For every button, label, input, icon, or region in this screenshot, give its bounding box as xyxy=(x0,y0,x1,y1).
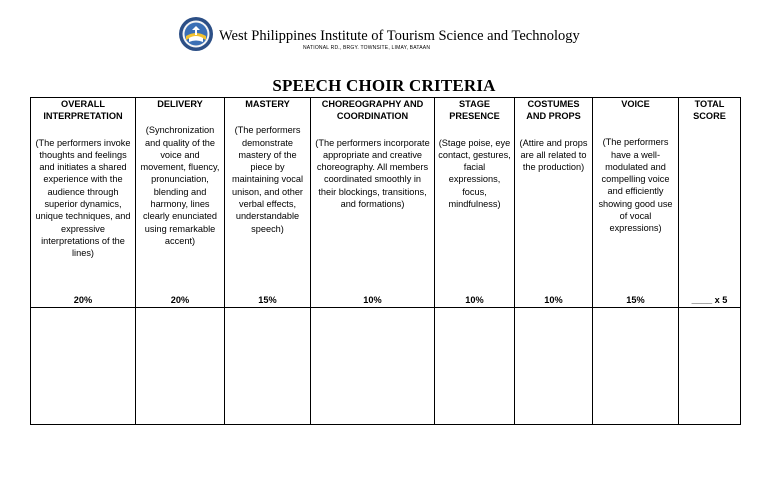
institution-address: NATIONAL RD., BRGY. TOWNSITE, LIMAY, BATAAN xyxy=(303,45,431,51)
criteria-row xyxy=(31,98,741,308)
criterion-description: (The performers invoke thoughts and feelings and initiates a shared experience with the audience through superior dynamics, unique techniques, and expressive interpretations of the lines) xyxy=(35,137,131,259)
score-cell[interactable] xyxy=(679,308,741,425)
criterion-description: (Attire and props are all related to the production) xyxy=(519,137,588,173)
criterion-weight: 15% xyxy=(626,294,645,305)
criterion-description: (The performers demonstrate mastery of the piece by maintaining vocal unison, and other verbal effects, understandable speech) xyxy=(231,125,303,234)
criterion-name: OVERALL INTERPRETATION xyxy=(43,99,123,122)
score-cell[interactable] xyxy=(435,308,515,425)
score-cell[interactable] xyxy=(31,308,136,425)
score-cell[interactable] xyxy=(225,308,311,425)
criterion-cell xyxy=(31,98,136,308)
criterion-description: (Stage poise, eye contact, gestures, facial expressions, focus, mindfulness) xyxy=(438,137,511,210)
criterion-cell xyxy=(311,98,435,308)
page-title: SPEECH CHOIR CRITERIA xyxy=(272,76,496,95)
criterion-description: (Synchronization and quality of the voice and movement, fluency, pronunciation, blending and harmony, lines clearly enunciated using remarkable accent) xyxy=(140,125,220,246)
score-cell[interactable] xyxy=(515,308,593,425)
criterion-name: TOTAL SCORE xyxy=(693,99,726,122)
score-cell[interactable] xyxy=(593,308,679,425)
institution-name: West Philippines Institute of Tourism Science and Technology xyxy=(219,28,580,44)
criterion-weight: 20% xyxy=(170,294,190,305)
criterion-cell xyxy=(515,98,593,308)
criterion-description: (The performers incorporate appropriate and creative choreography. All members coordinated smoothly in their blockings, transitions, and formations) xyxy=(315,137,430,210)
criteria-table xyxy=(30,97,741,425)
score-entry-row xyxy=(31,308,741,425)
criterion-weight: 10% xyxy=(363,294,382,305)
institution-header xyxy=(178,16,578,56)
score-cell[interactable] xyxy=(136,308,225,425)
criterion-cell xyxy=(679,98,741,308)
criterion-cell xyxy=(136,98,225,308)
criterion-description: (The performers have a well-modulated and compelling voice and efficiently showing good use of vocal expressions) xyxy=(598,137,673,234)
criterion-weight: 10% xyxy=(544,294,563,305)
criterion-weight: 20% xyxy=(73,294,93,305)
total-score-multiplier: ____ x 5 xyxy=(691,294,728,305)
criterion-cell xyxy=(435,98,515,308)
school-seal-icon xyxy=(178,16,214,52)
criterion-name: STAGE PRESENCE xyxy=(449,99,500,122)
score-cell[interactable] xyxy=(311,308,435,425)
criterion-name: VOICE xyxy=(621,99,650,109)
criterion-weight: 10% xyxy=(465,294,484,305)
criterion-name: DELIVERY xyxy=(157,99,203,109)
criterion-name: CHOREOGRAPHY AND COORDINATION xyxy=(321,99,424,122)
criterion-name: MASTERY xyxy=(245,99,290,109)
criterion-weight: 15% xyxy=(258,294,277,305)
criterion-cell xyxy=(593,98,679,308)
criterion-name: COSTUMES AND PROPS xyxy=(526,99,581,122)
criterion-cell xyxy=(225,98,311,308)
